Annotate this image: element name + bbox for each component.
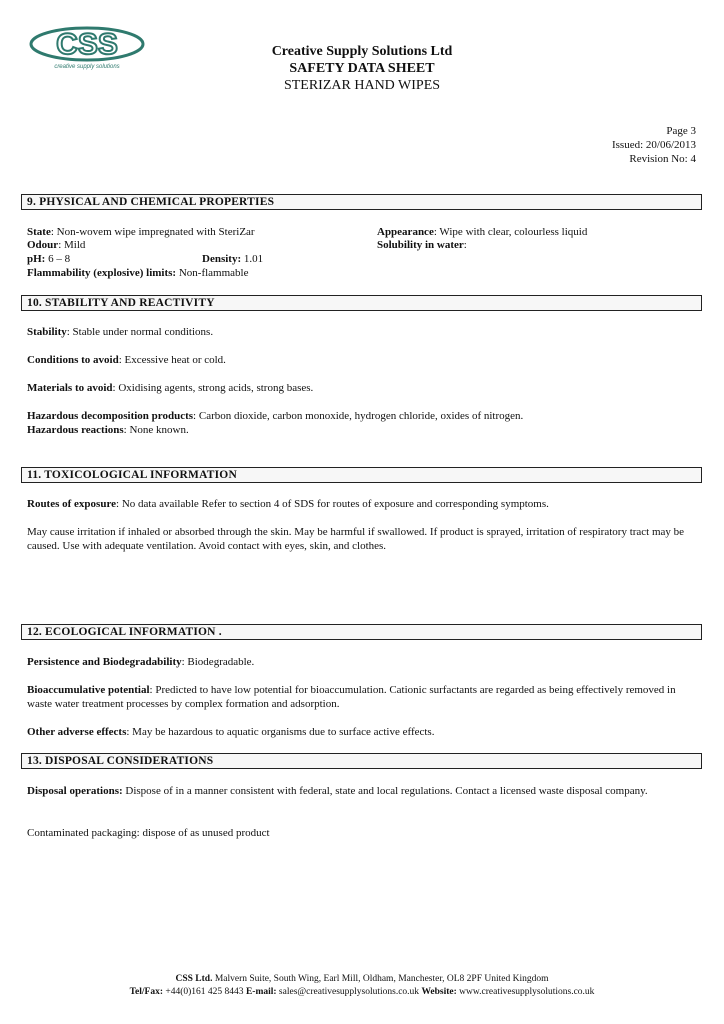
- other-effects-line: Other adverse effects: May be hazardous to aquatic organisms due to surface active effects.: [27, 726, 435, 738]
- logo-tagline: creative supply solutions: [54, 64, 120, 70]
- stability-line: Stability: Stable under normal conditions.: [27, 326, 214, 338]
- section-9-header: [21, 194, 702, 210]
- company-name: Creative Supply Solutions Ltd: [271, 44, 453, 59]
- section-title: 9. PHYSICAL AND CHEMICAL PROPERTIES: [27, 196, 275, 208]
- section-title: 12. ECOLOGICAL INFORMATION .: [27, 626, 222, 638]
- decomposition-line: Hazardous decomposition products: Carbon dioxide, carbon monoxide, hydrogen chloride, oxides of nitrogen.: [27, 410, 524, 422]
- section-title: 13. DISPOSAL CONSIDERATIONS: [27, 755, 214, 767]
- state-line: State: Non-wovem wipe impregnated with SteriZar: [27, 226, 255, 238]
- conditions-line: Conditions to avoid: Excessive heat or cold.: [27, 354, 226, 366]
- section-title: 10. STABILITY AND REACTIVITY: [27, 297, 215, 309]
- revision-number: Revision No: 4: [629, 153, 696, 165]
- section-10-header: [21, 295, 702, 311]
- page-number: Page 3: [666, 125, 696, 137]
- solubility-line: Solubility in water:: [377, 239, 467, 251]
- footer-contact: Tel/Fax: +44(0)161 425 8443 E-mail: sales@creativesupplysolutions.co.uk Website: www.creativesupplysolutions.co.uk: [129, 987, 595, 997]
- issued-date: Issued: 20/06/2013: [611, 139, 696, 151]
- bioaccumulation-paragraph: Bioaccumulative potential: Predicted to have low potential for bioaccumulation. Cationic surfactants are regarded as being effectively removed in waste water treatment processes by complex formation and adsorption.: [27, 684, 676, 710]
- product-name: STERIZAR HAND WIPES: [283, 78, 441, 93]
- section-12-header: [21, 624, 702, 640]
- appearance-line: Appearance: Wipe with clear, colourless liquid: [377, 226, 588, 238]
- logo-text: CSS: [56, 28, 118, 61]
- section-13-header: [21, 753, 702, 769]
- reactions-line: Hazardous reactions: None known.: [27, 424, 189, 436]
- flammability-line: Flammability (explosive) limits: Non-flammable: [27, 267, 249, 279]
- materials-line: Materials to avoid: Oxidising agents, strong acids, strong bases.: [27, 382, 314, 394]
- disposal-paragraph: Disposal operations: Dispose of in a manner consistent with federal, state and local regulations. Contact a licensed waste disposal company.: [27, 785, 648, 797]
- section-title: 11. TOXICOLOGICAL INFORMATION: [27, 469, 237, 481]
- document-meta: [612, 124, 696, 166]
- footer-address: CSS Ltd. Malvern Suite, South Wing, Earl Mill, Oldham, Manchester, OL8 2PF United Kingdom: [175, 974, 549, 984]
- toxicology-paragraph: May cause irritation if inhaled or absorbed through the skin. May be harmful if swallowed. If product is sprayed, irritation of respiratory tract may be caused. Use with adequate ventilation. Avoid contact with eyes, skin, and clothes.: [27, 526, 685, 552]
- section-11-header: [21, 467, 702, 483]
- document-type: SAFETY DATA SHEET: [289, 61, 435, 76]
- density-line: Density: 1.01: [202, 253, 264, 265]
- odour-line: Odour: Mild: [27, 239, 86, 251]
- packaging-line: Contaminated packaging: dispose of as unused product: [27, 827, 270, 839]
- routes-line: Routes of exposure: No data available Refer to section 4 of SDS for routes of exposure and corresponding symptoms.: [27, 498, 549, 510]
- ph-line: pH: 6 – 8: [27, 253, 71, 265]
- persistence-line: Persistence and Biodegradability: Biodegradable.: [27, 656, 255, 668]
